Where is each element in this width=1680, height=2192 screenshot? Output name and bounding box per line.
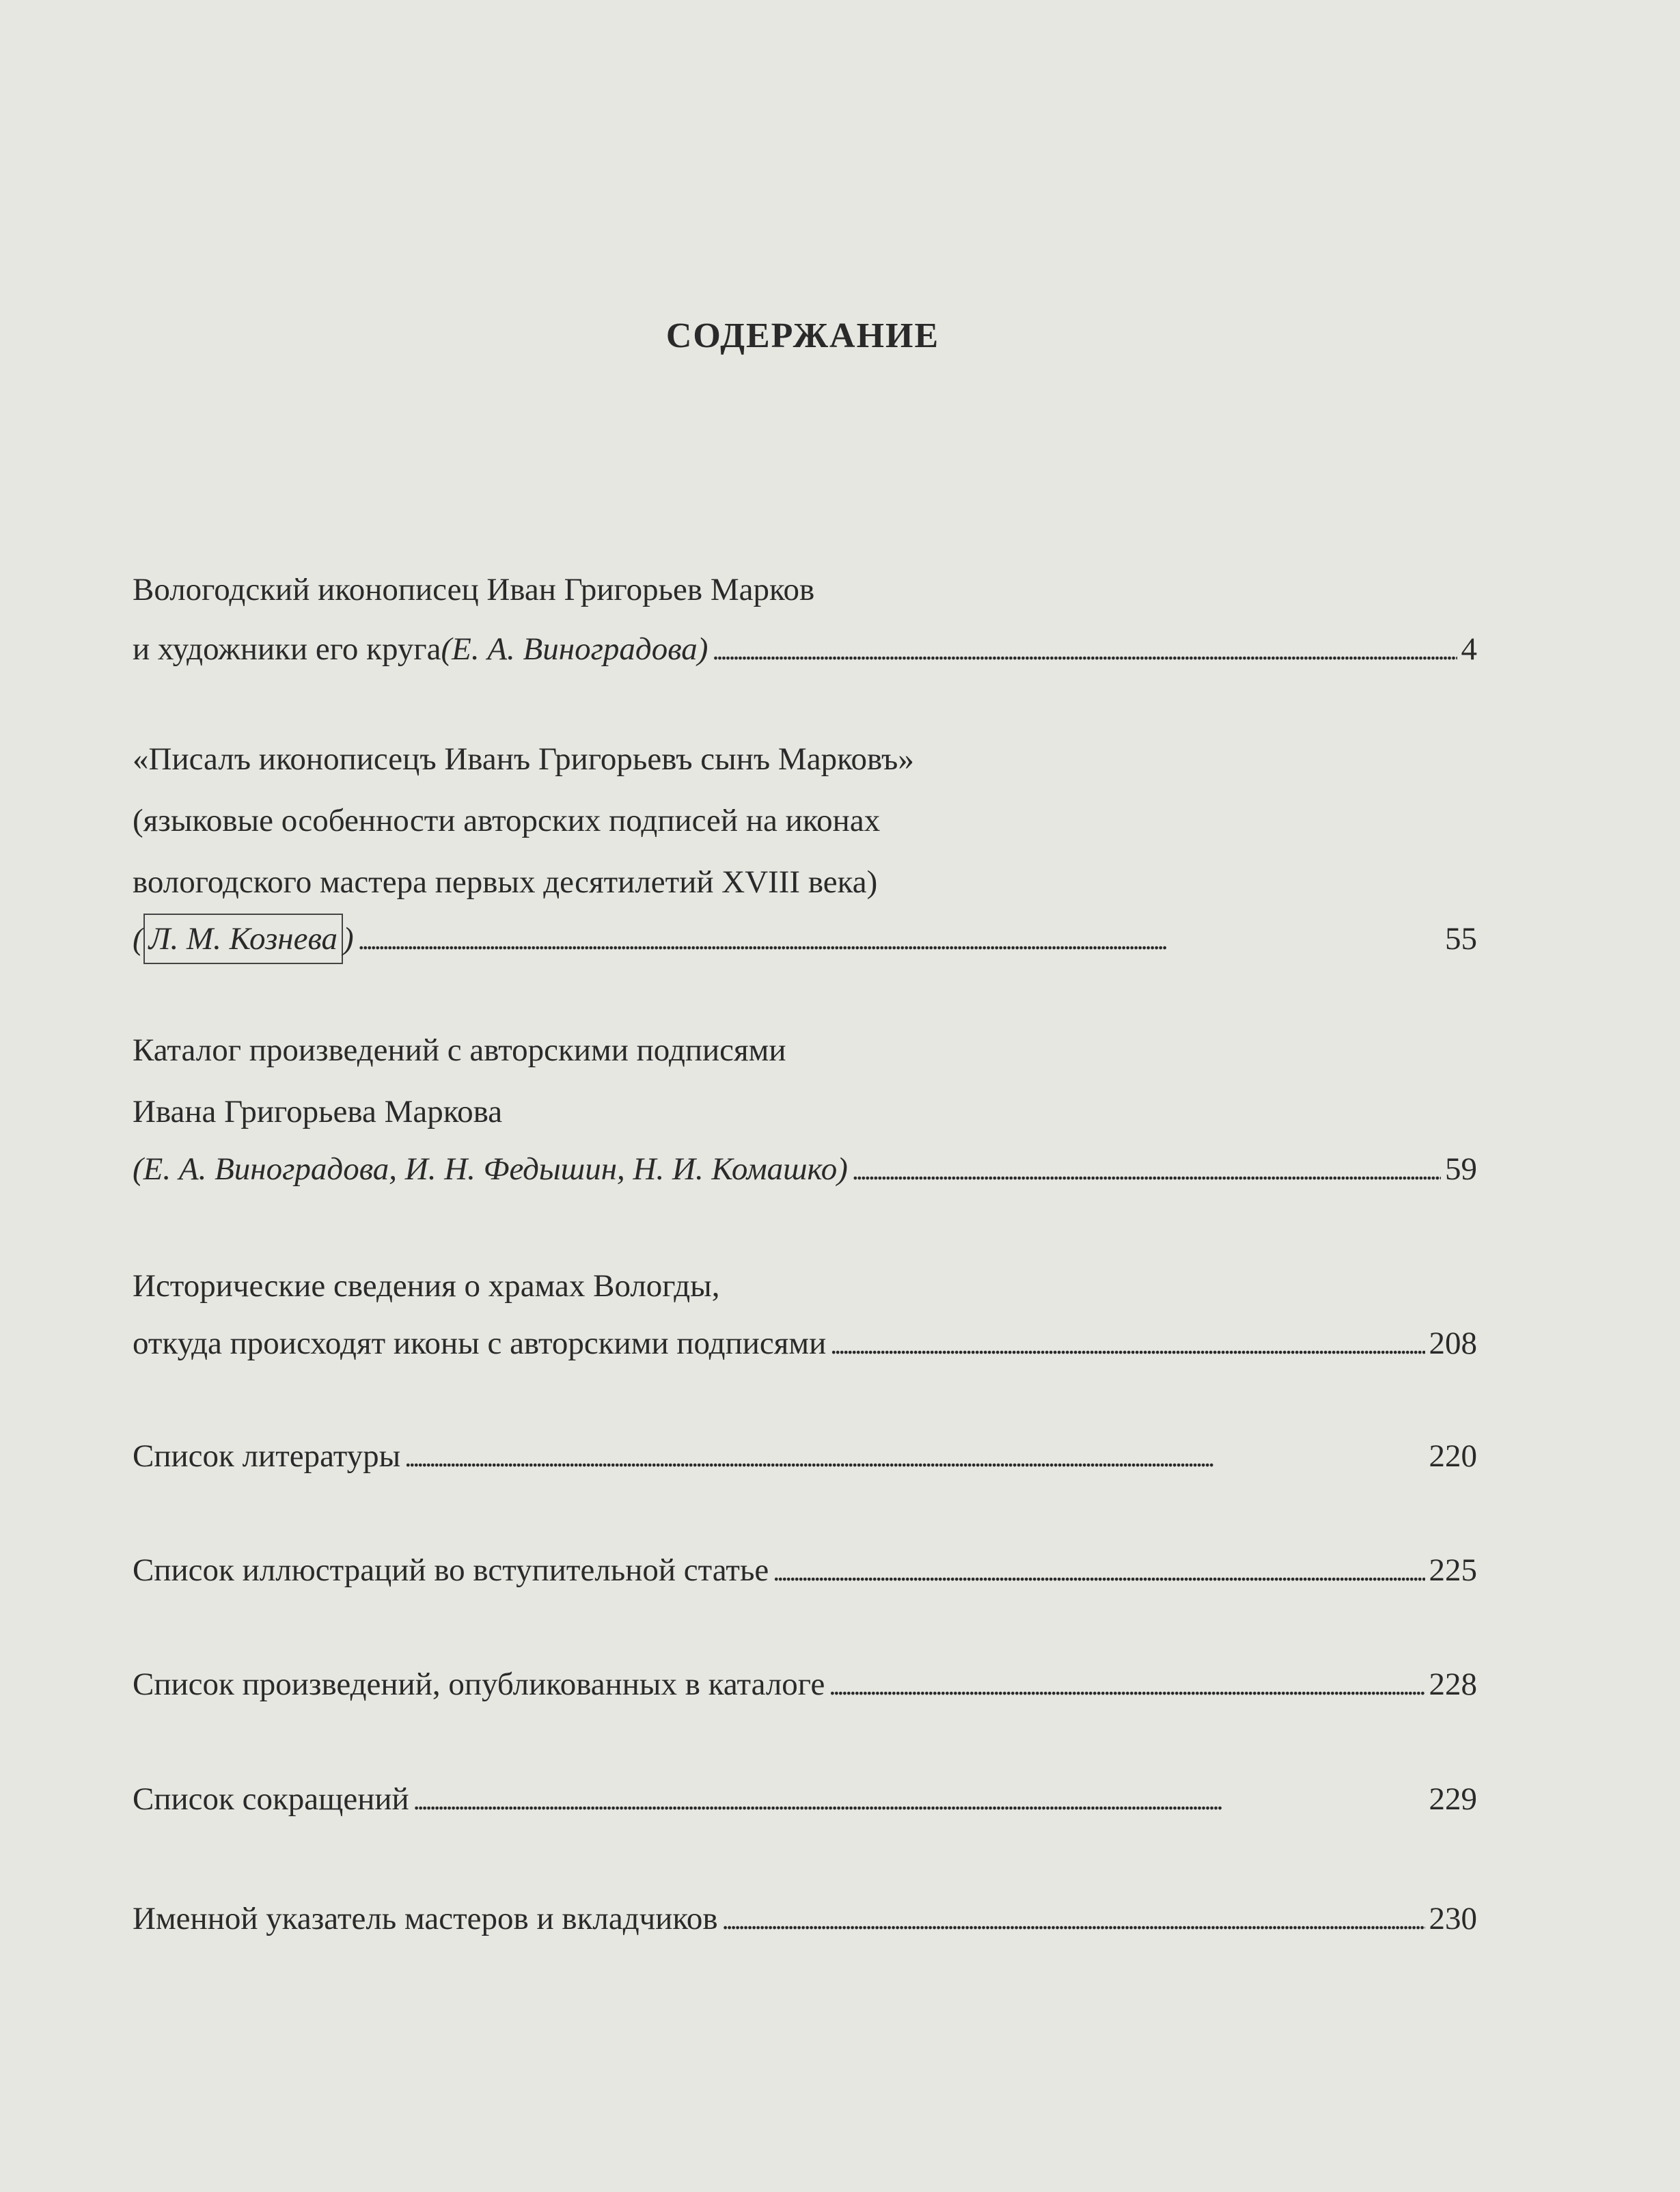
toc-entry-1-line-1: Вологодский иконописец Иван Григорьев Марков bbox=[133, 572, 815, 607]
toc-entry-2-line-2: (языковые особенности авторских подписей на иконах bbox=[133, 803, 881, 838]
toc-entry-4-line-2 bbox=[133, 1319, 1477, 1367]
toc-entry-8-text: Список сокращений bbox=[133, 1781, 409, 1817]
toc-entry-3-line-2: Ивана Григорьева Маркова bbox=[133, 1094, 503, 1129]
toc-entry-1-page: 4 bbox=[1461, 631, 1477, 667]
toc-entry-2-author-close: ) bbox=[343, 921, 354, 957]
leader-dots bbox=[413, 1775, 1425, 1824]
toc-entry-6 bbox=[133, 1546, 1477, 1594]
toc-entry-6-page: 225 bbox=[1429, 1552, 1477, 1588]
toc-entry-8 bbox=[133, 1775, 1477, 1823]
page-title: СОДЕРЖАНИЕ bbox=[665, 316, 940, 355]
toc-entry-3-page: 59 bbox=[1445, 1151, 1477, 1187]
leader-dots bbox=[722, 1895, 1425, 1944]
toc-entry-1-text: и художники его круга bbox=[133, 631, 441, 667]
toc-entry-3-author: (Е. А. Виноградова, И. Н. Федышин, Н. И. Комашко) bbox=[133, 1151, 848, 1187]
toc-entry-3-line-3 bbox=[133, 1145, 1477, 1193]
leader-dots bbox=[712, 625, 1457, 674]
leader-dots bbox=[829, 1660, 1424, 1710]
toc-entry-7 bbox=[133, 1660, 1477, 1708]
toc-entry-9-text: Именной указатель мастеров и вкладчиков bbox=[133, 1901, 718, 1936]
toc-entry-5-page: 220 bbox=[1429, 1438, 1477, 1474]
toc-entry-8-page: 229 bbox=[1429, 1781, 1477, 1817]
toc-entry-5-text: Список литературы bbox=[133, 1438, 401, 1474]
leader-dots bbox=[830, 1319, 1424, 1369]
toc-entry-9-page: 230 bbox=[1429, 1901, 1477, 1936]
toc-entry-4-line-1: Исторические сведения о храмах Вологды, bbox=[133, 1268, 720, 1304]
toc-entry-7-page: 228 bbox=[1429, 1667, 1477, 1702]
toc-entry-1-author: (Е. А. Виноградова) bbox=[441, 631, 708, 667]
leader-dots bbox=[358, 915, 1441, 964]
toc-entry-2-line-3: вологодского мастера первых десятилетий XVIII века) bbox=[133, 864, 878, 900]
toc-entry-3-line-1: Каталог произведений с авторскими подписями bbox=[133, 1032, 786, 1068]
toc-entry-2-author: Л. М. Кознева bbox=[143, 914, 343, 964]
toc-entry-7-text: Список произведений, опубликованных в каталоге bbox=[133, 1667, 825, 1702]
toc-entry-6-text: Список иллюстраций во вступительной статье bbox=[133, 1552, 769, 1588]
toc-entry-2-page: 55 bbox=[1445, 921, 1477, 957]
toc-entry-5 bbox=[133, 1432, 1477, 1480]
toc-entry-4-text: откуда происходят иконы с авторскими подписями bbox=[133, 1326, 827, 1361]
toc-entry-2-author-open: ( bbox=[133, 921, 143, 957]
toc-entry-2-line-4 bbox=[133, 914, 1477, 961]
toc-entry-2-line-1: «Писалъ иконописецъ Иванъ Григорьевъ сынъ Марковъ» bbox=[133, 741, 914, 777]
leader-dots bbox=[404, 1432, 1424, 1481]
leader-dots bbox=[852, 1145, 1441, 1194]
toc-entry-9 bbox=[133, 1895, 1477, 1943]
toc-entry-1-line-2 bbox=[133, 625, 1477, 673]
toc-entry-4-page: 208 bbox=[1429, 1326, 1477, 1361]
leader-dots bbox=[773, 1546, 1424, 1595]
